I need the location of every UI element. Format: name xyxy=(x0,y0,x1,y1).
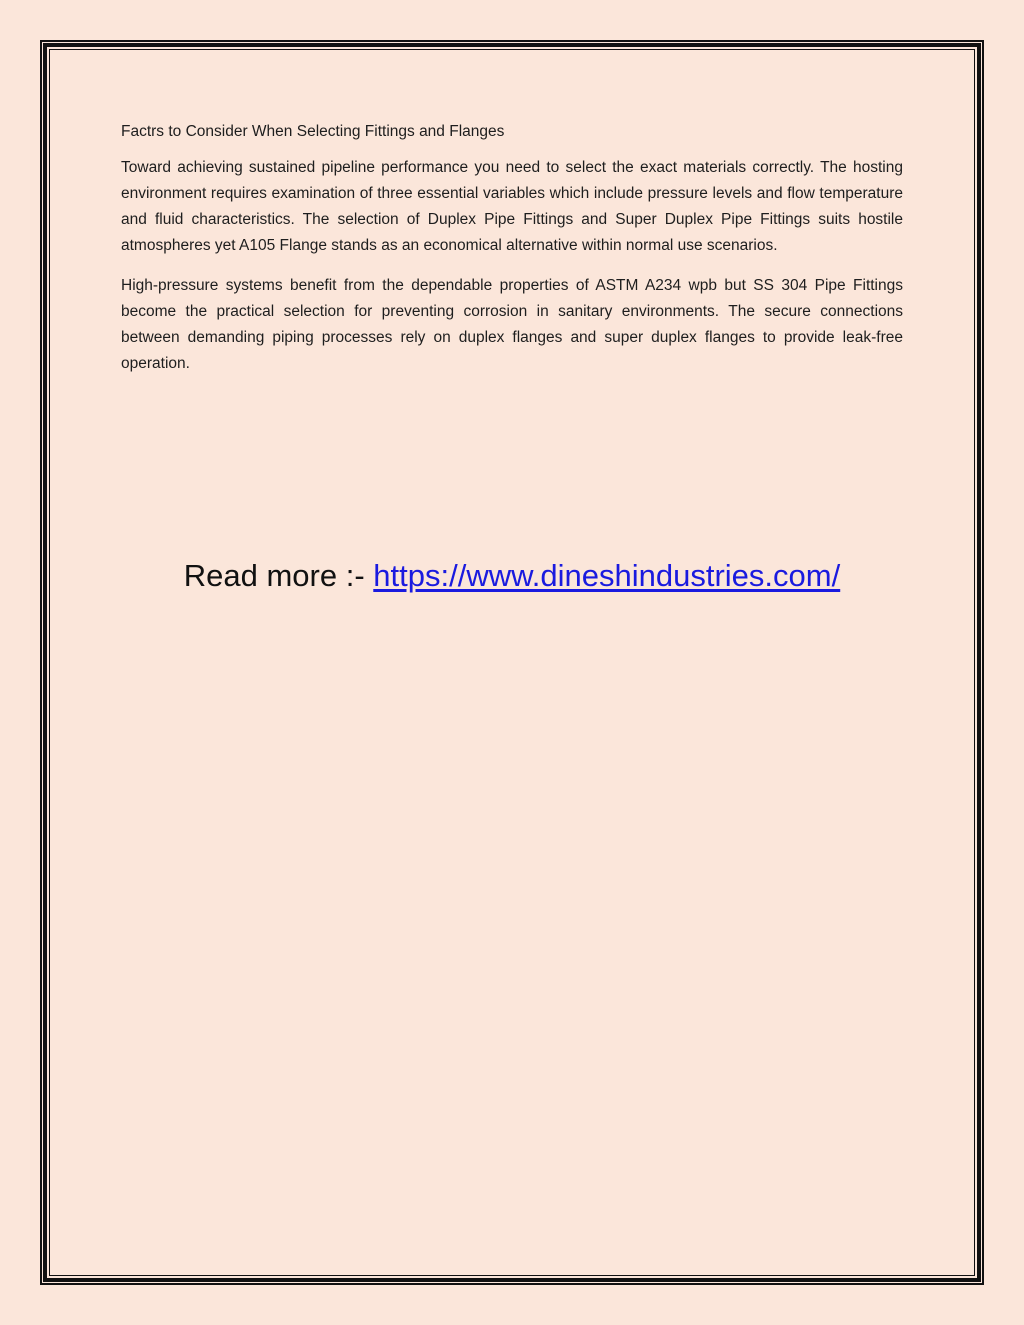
document-body xyxy=(121,119,903,391)
read-more-label: Read more :- xyxy=(183,558,374,593)
paragraph-materials: Toward achieving sustained pipeline performance you need to select the exact materials correctly. The hosting environment requires examination of three essential variables which include pressure levels and flow temperature and fluid characteristics. The selection of Duplex Pipe Fittings and Super Duplex Pipe Fittings suits hostile atmospheres yet A105 Flange stands as an economical alternative within normal use scenarios. xyxy=(121,159,903,254)
document-title: Factrs to Consider When Selecting Fittings and Flanges xyxy=(121,123,505,140)
read-more-line xyxy=(0,556,1024,596)
website-link[interactable]: https://www.dineshindustries.com/ xyxy=(373,558,841,593)
paragraph-high-pressure: High-pressure systems benefit from the dependable properties of ASTM A234 wpb but SS 304 Pipe Fittings become the practical selection for preventing corrosion in sanitary environments. The secure connections between demanding piping processes rely on duplex flanges and super duplex flanges to provide leak-free operation. xyxy=(121,277,903,372)
